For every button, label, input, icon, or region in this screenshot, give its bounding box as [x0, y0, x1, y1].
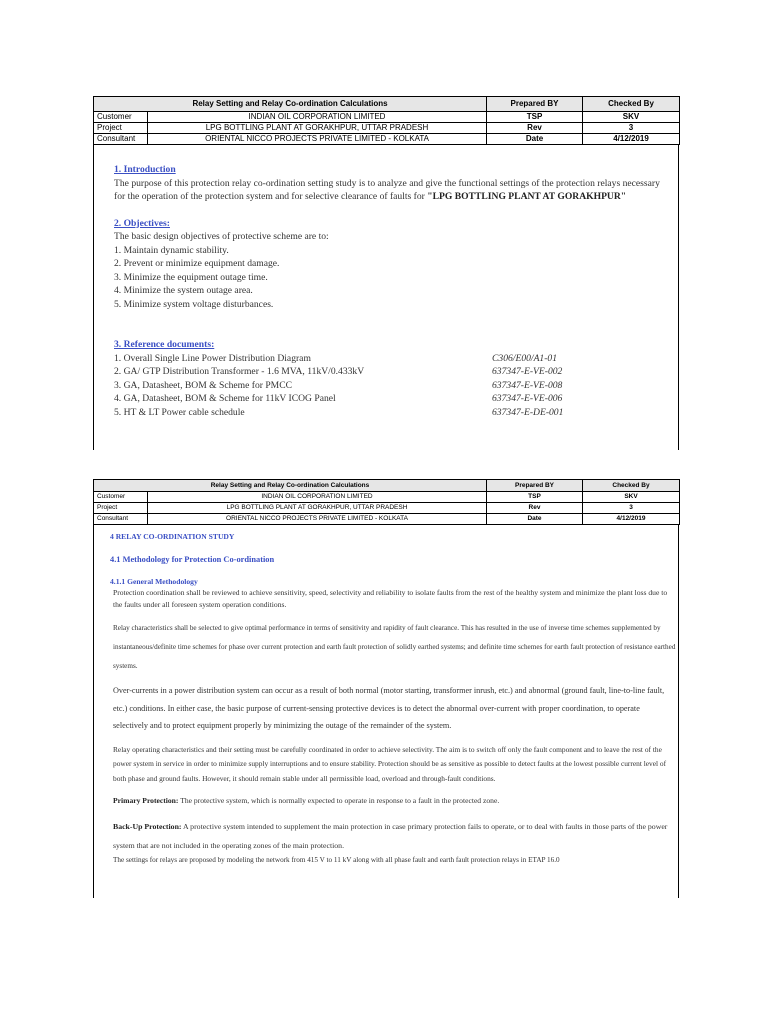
project-value: LPG BOTTLING PLANT AT GORAKHPUR, UTTAR PRADESH — [148, 123, 487, 134]
reference-code: C306/E00/A1-01 — [492, 352, 558, 364]
customer-label: Customer — [94, 492, 148, 503]
rev-label: Rev — [487, 123, 583, 134]
consultant-value: ORIENTAL NICCO PROJECTS PRIVATE LIMITED - KOLKATA — [148, 514, 487, 525]
reference-code: 637347-E-VE-006 — [492, 393, 563, 404]
objective-item: 1. Maintain dynamic stability. — [114, 244, 229, 256]
checked-by-value: SKV — [583, 112, 680, 123]
header-table — [93, 96, 680, 145]
date-label: Date — [487, 514, 583, 525]
paragraph: The settings for relays are proposed by modeling the network from 415 V to 11 kV along with all phase fault and earth fault protection relays in ETAP 16.0 — [113, 856, 560, 864]
reference-row: 3. GA, Datasheet, BOM & Scheme for PMCC 637347-E-VE-008 — [114, 379, 563, 391]
section-4-1-heading: 4.1 Methodology for Protection Co-ordination — [110, 555, 275, 564]
objective-item: 5. Minimize system voltage disturbances. — [114, 298, 274, 310]
reference-row: 1. Overall Single Line Power Distribution Diagram C306/E00/A1-01 — [114, 352, 558, 364]
prepared-by-label: Prepared BY — [487, 480, 583, 492]
customer-value: INDIAN OIL CORPORATION LIMITED — [148, 112, 487, 123]
introduction-text: The purpose of this protection relay co-ordination setting study is to analyze and give the functional settings of the protection relays necessary for the operation of the protection system and for selective clearance of faults for "LPG BOTTLING PLANT AT GORAKHPUR" — [114, 177, 660, 202]
primary-protection-definition: Primary Protection: The protective system, which is normally expected to operate in response to a fault in the protected zone. — [113, 796, 500, 805]
paragraph: Relay operating characteristics and their setting must be carefully coordinated in order to achieve selectivity. The aim is to switch off only the fault component and to leave the rest of the power system in service in order to minimize supply interruptions and to ensure stability. Protection should be as sensitive as possible to detect faults at the lowest possible current level of both phase and ground faults. However, it should remain stable under all permissible load, overload and through-fault conditions. — [113, 744, 667, 783]
document-page-2 — [93, 479, 679, 899]
consultant-label: Consultant — [94, 514, 148, 525]
project-label: Project — [94, 503, 148, 514]
project-value: LPG BOTTLING PLANT AT GORAKHPUR, UTTAR PRADESH — [148, 503, 487, 514]
consultant-value: ORIENTAL NICCO PROJECTS PRIVATE LIMITED - KOLKATA — [148, 134, 487, 145]
page-2-body — [93, 525, 679, 898]
document-title: Relay Setting and Relay Co-ordination Calculations — [94, 480, 487, 492]
paragraph: Over-currents in a power distribution system can occur as a result of both normal (motor starting, transformer inrush, etc.) and abnormal (ground fault, line-to-line fault, etc.) conditions. In either case, the basic purpose of current-sensing protective devices is to detect the abnormal over-current with proper coordination, to operate selectively and to protect equipment properly by minimizing the outage of the remainder of the system. — [113, 686, 665, 730]
backup-protection-label: Back-Up Protection: — [113, 822, 182, 831]
objective-item: 4. Minimize the system outage area. — [114, 285, 253, 296]
section-4-1-1-heading: 4.1.1 General Methodology — [110, 577, 198, 586]
checked-by-label: Checked By — [583, 97, 680, 112]
paragraph: Protection coordination shall be reviewed to achieve sensitivity, speed, selectivity and reliability to isolate faults from the rest of the healthy system and minimize the plant loss due to the faults under all foreseen system operation conditions. — [113, 588, 668, 609]
document-title: Relay Setting and Relay Co-ordination Calculations — [94, 97, 487, 112]
reference-row: 5. HT & LT Power cable schedule 637347-E-DE-001 — [114, 406, 564, 418]
objectives-intro: The basic design objectives of protective scheme are to: — [114, 231, 329, 242]
checked-by-label: Checked By — [583, 480, 680, 492]
paragraph: Relay characteristics shall be selected to give optimal performance in terms of sensitivity and rapidity of fault clearance. This has resulted in the use of inverse time schemes supplemented by instantaneous/definite time schemes for phase over current protection and earth fault protection of solidly earthed systems; and definite time schemes for earth fault protection of resistance earthed systems. — [113, 624, 676, 670]
objective-item: 2. Prevent or minimize equipment damage. — [114, 258, 280, 269]
section-4-heading: 4 RELAY CO-ORDINATION STUDY — [110, 532, 235, 541]
introduction-heading: 1. Introduction — [114, 164, 176, 175]
objective-item: 3. Minimize the equipment outage time. — [114, 271, 268, 283]
rev-value: 3 — [583, 123, 680, 134]
checked-by-value: SKV — [583, 492, 680, 503]
reference-code: 637347-E-DE-001 — [492, 406, 564, 418]
consultant-label: Consultant — [94, 134, 148, 145]
backup-protection-definition: Back-Up Protection: A protective system intended to supplement the main protection in case primary protection fails to operate, or to deal with faults in those parts of the power system that are not included in the operating zones of the main protection. — [113, 822, 668, 850]
customer-value: INDIAN OIL CORPORATION LIMITED — [148, 492, 487, 503]
reference-code: 637347-E-VE-002 — [492, 366, 563, 377]
date-value: 4/12/2019 — [583, 134, 680, 145]
reference-code: 637347-E-VE-008 — [492, 379, 563, 391]
date-label: Date — [487, 134, 583, 145]
reference-row: 4. GA, Datasheet, BOM & Scheme for 11kV ICOG Panel 637347-E-VE-006 — [114, 393, 563, 404]
page-1-body — [93, 145, 679, 450]
rev-value: 3 — [583, 503, 680, 514]
document-page-1 — [93, 96, 679, 454]
references-heading: 3. Reference documents: — [114, 339, 215, 350]
project-label: Project — [94, 123, 148, 134]
prepared-by-label: Prepared BY — [487, 97, 583, 112]
plant-name: "LPG BOTTLING PLANT AT GORAKHPUR" — [427, 191, 627, 202]
rev-label: Rev — [487, 503, 583, 514]
date-value: 4/12/2019 — [583, 514, 680, 525]
customer-label: Customer — [94, 112, 148, 123]
prepared-by-value: TSP — [487, 112, 583, 123]
prepared-by-value: TSP — [487, 492, 583, 503]
reference-row: 2. GA/ GTP Distribution Transformer - 1.6 MVA, 11kV/0.433kV 637347-E-VE-002 — [114, 366, 563, 377]
header-table — [93, 479, 680, 525]
objectives-heading: 2. Objectives: — [114, 217, 170, 229]
primary-protection-label: Primary Protection: — [113, 796, 179, 805]
